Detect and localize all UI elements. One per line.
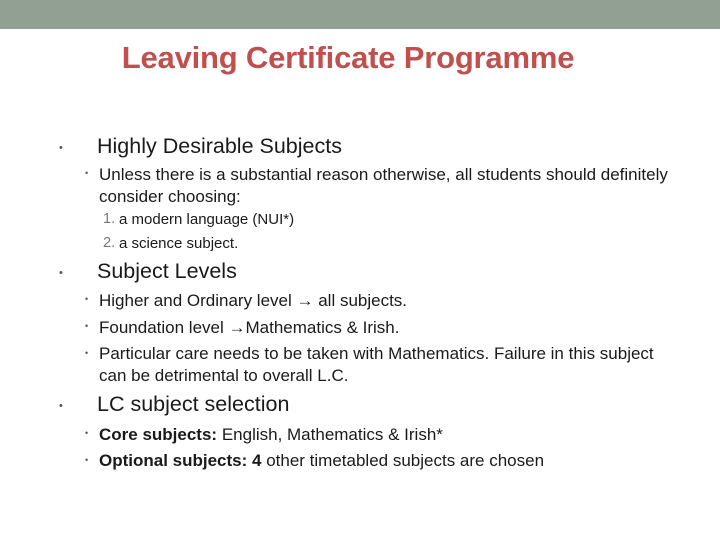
- bullet: •: [85, 321, 89, 331]
- list-number: 2.: [103, 235, 116, 251]
- bullet: •: [85, 428, 89, 438]
- bullet: •: [85, 168, 89, 178]
- point-unless: Unless there is a substantial reason otherwise, all students should definitely consider choosing:: [99, 165, 668, 206]
- section-heading-selection: LC subject selection: [97, 392, 290, 416]
- list-number: 1.: [103, 211, 116, 227]
- point-optional-subjects: [99, 450, 679, 472]
- bullet: •: [85, 294, 89, 304]
- optional-subjects-label: Optional subjects: 4: [99, 451, 262, 470]
- core-subjects-label: Core subjects:: [99, 425, 218, 444]
- numbered-item-science: a science subject.: [119, 235, 239, 252]
- section-heading-levels: Subject Levels: [97, 259, 237, 283]
- bullet: •: [85, 455, 89, 465]
- slide-title: Leaving Certificate Programme: [121, 40, 575, 75]
- core-subjects-text: English, Mathematics & Irish*: [217, 425, 443, 444]
- point-foundation: Foundation level →Mathematics & Irish.: [99, 318, 400, 337]
- bullet: •: [59, 400, 63, 412]
- bullet: •: [59, 142, 63, 154]
- optional-subjects-text: other timetabled subjects are chosen: [261, 451, 545, 470]
- section-heading-desirable: Highly Desirable Subjects: [97, 134, 342, 158]
- point-higher-ordinary: Higher and Ordinary level → all subjects.: [99, 291, 408, 310]
- numbered-item-language: a modern language (NUI*): [119, 211, 295, 228]
- bullet: •: [85, 348, 89, 358]
- bullet: •: [59, 267, 63, 279]
- top-accent-bar: [0, 0, 720, 29]
- point-core-subjects: [99, 424, 679, 446]
- point-mathematics-care: Particular care needs to be taken with Mathematics. Failure in this subject can be detrimental to overall L.C.: [99, 344, 654, 385]
